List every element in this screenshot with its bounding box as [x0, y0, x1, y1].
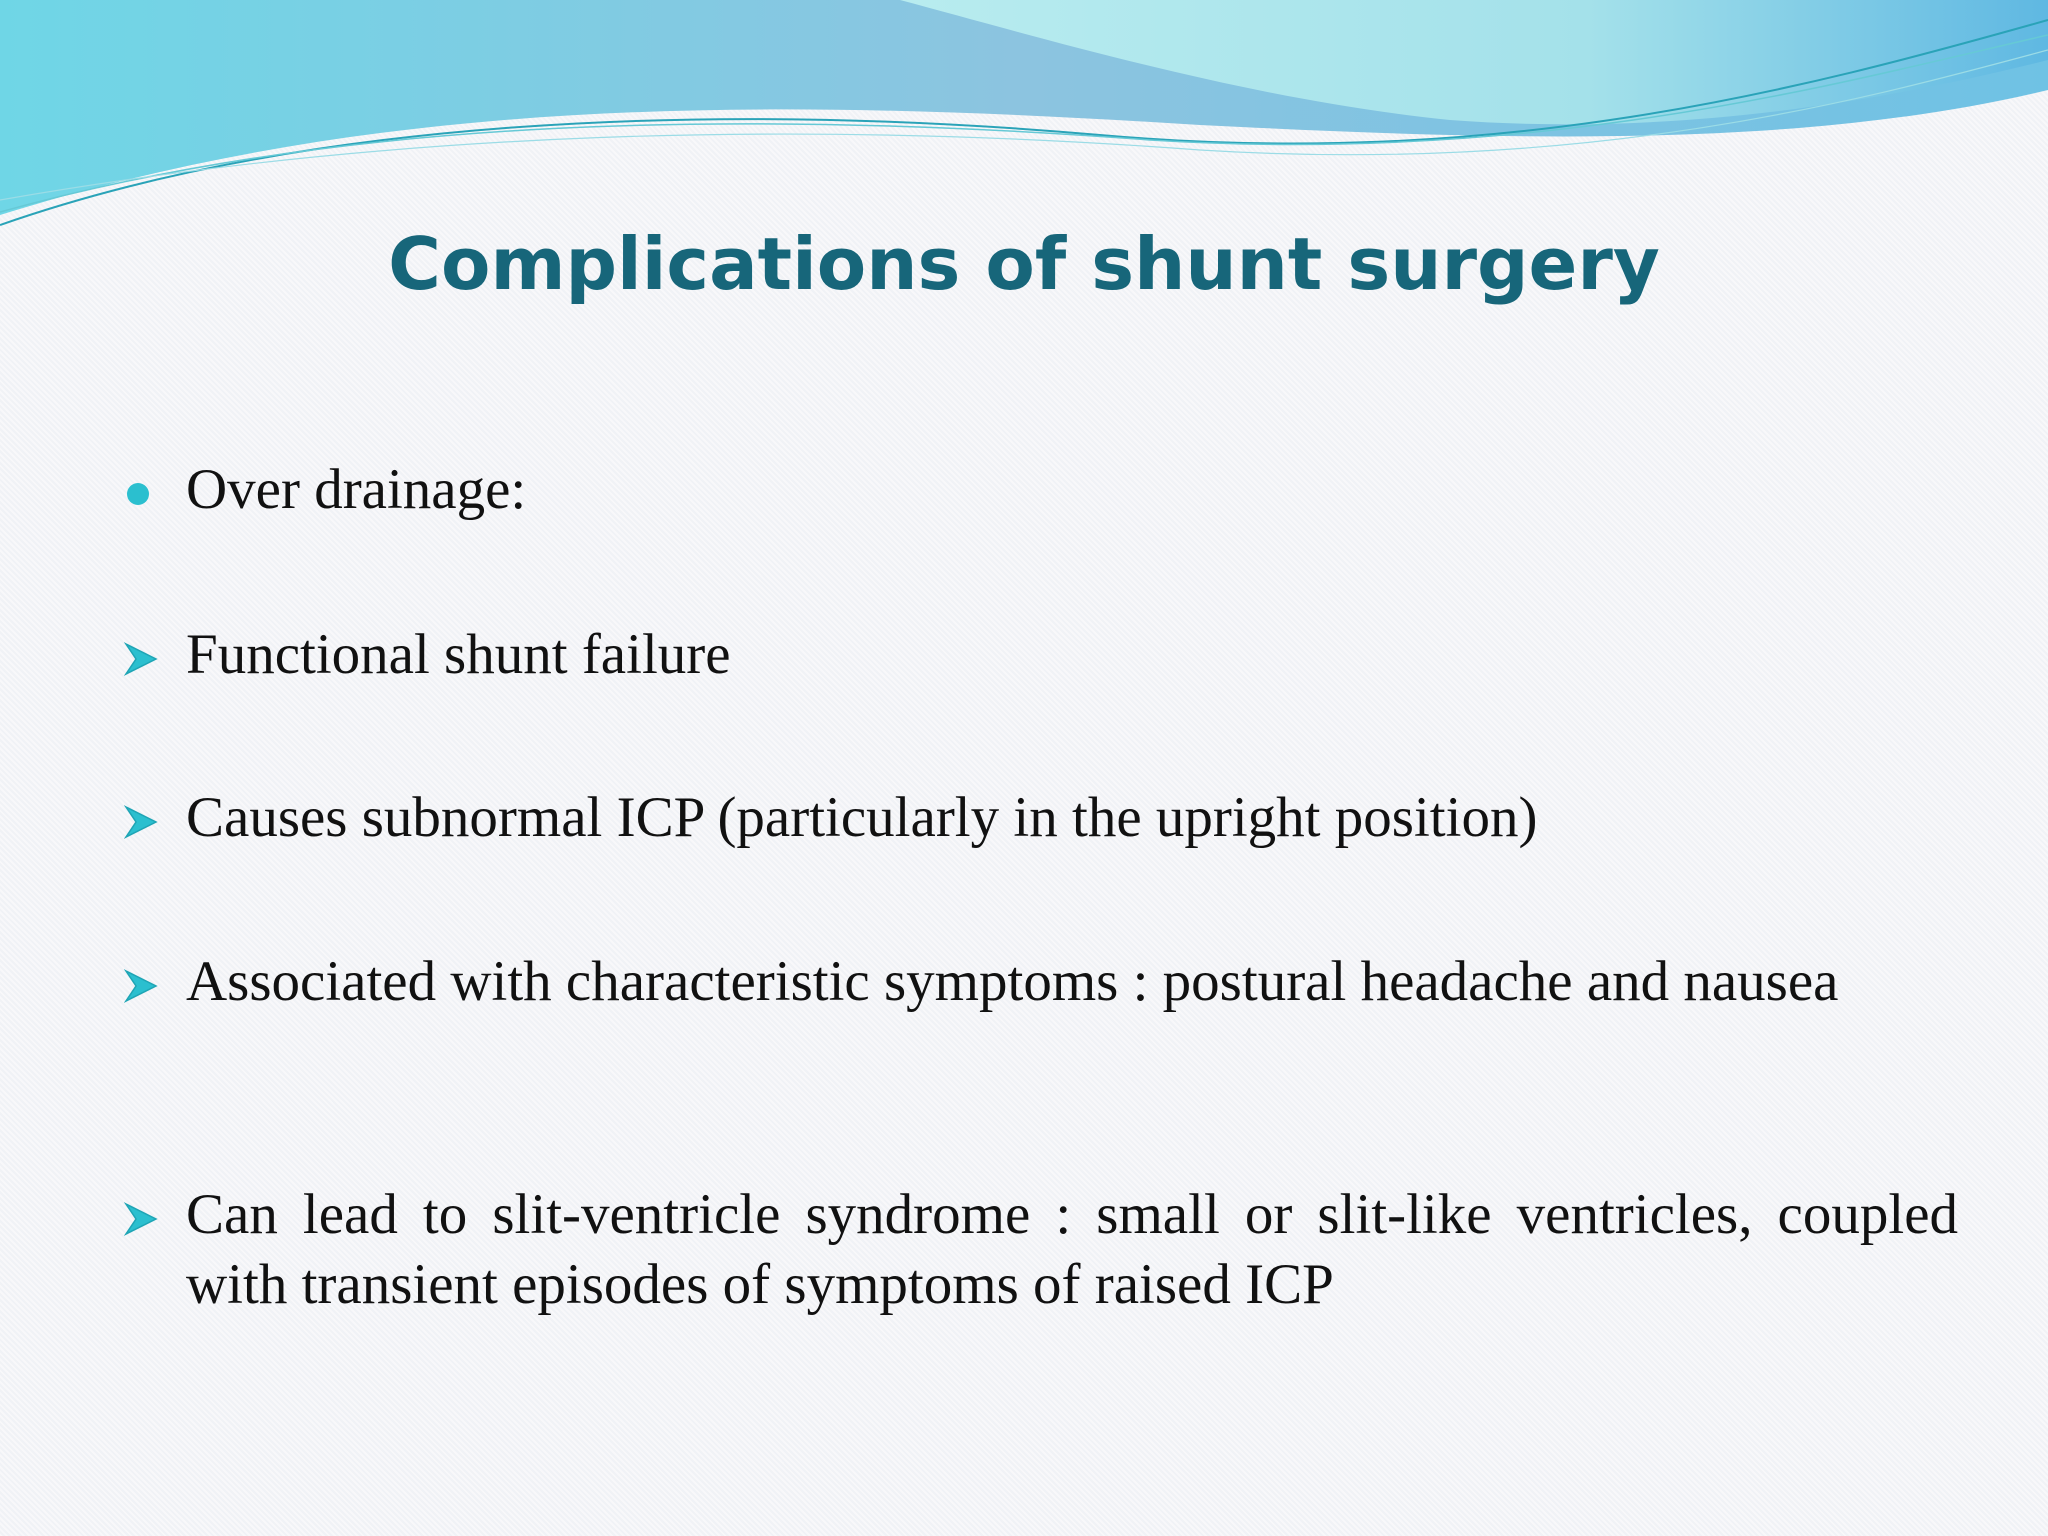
- decorative-wave-banner: [0, 0, 2048, 240]
- arrow-bullet-icon: [120, 620, 186, 690]
- list-item: [120, 620, 1958, 690]
- list-item: [120, 1180, 1958, 1320]
- bullet-text: Functional shunt failure: [186, 623, 731, 686]
- bullet-text: Over drainage:: [186, 458, 527, 521]
- bullet-text: Can lead to slit-ventricle syndrome : small or slit-like ventricles, coupled with transient episodes of symptoms of raised ICP: [186, 1183, 1958, 1316]
- arrow-bullet-icon: [120, 783, 186, 853]
- bullet-text: Causes subnormal ICP (particularly in the upright position): [186, 786, 1538, 849]
- arrow-bullet-icon: [120, 947, 186, 1017]
- bullet-text: Associated with characteristic symptoms : postural headache and nausea: [186, 950, 1839, 1013]
- slide-title: Complications of shunt surgery: [388, 222, 1660, 306]
- arrow-bullet-icon: [120, 1180, 186, 1250]
- list-item: [120, 783, 1958, 853]
- dot-bullet-icon: [120, 455, 186, 525]
- list-item: [120, 947, 1958, 1017]
- list-item: [120, 455, 1958, 525]
